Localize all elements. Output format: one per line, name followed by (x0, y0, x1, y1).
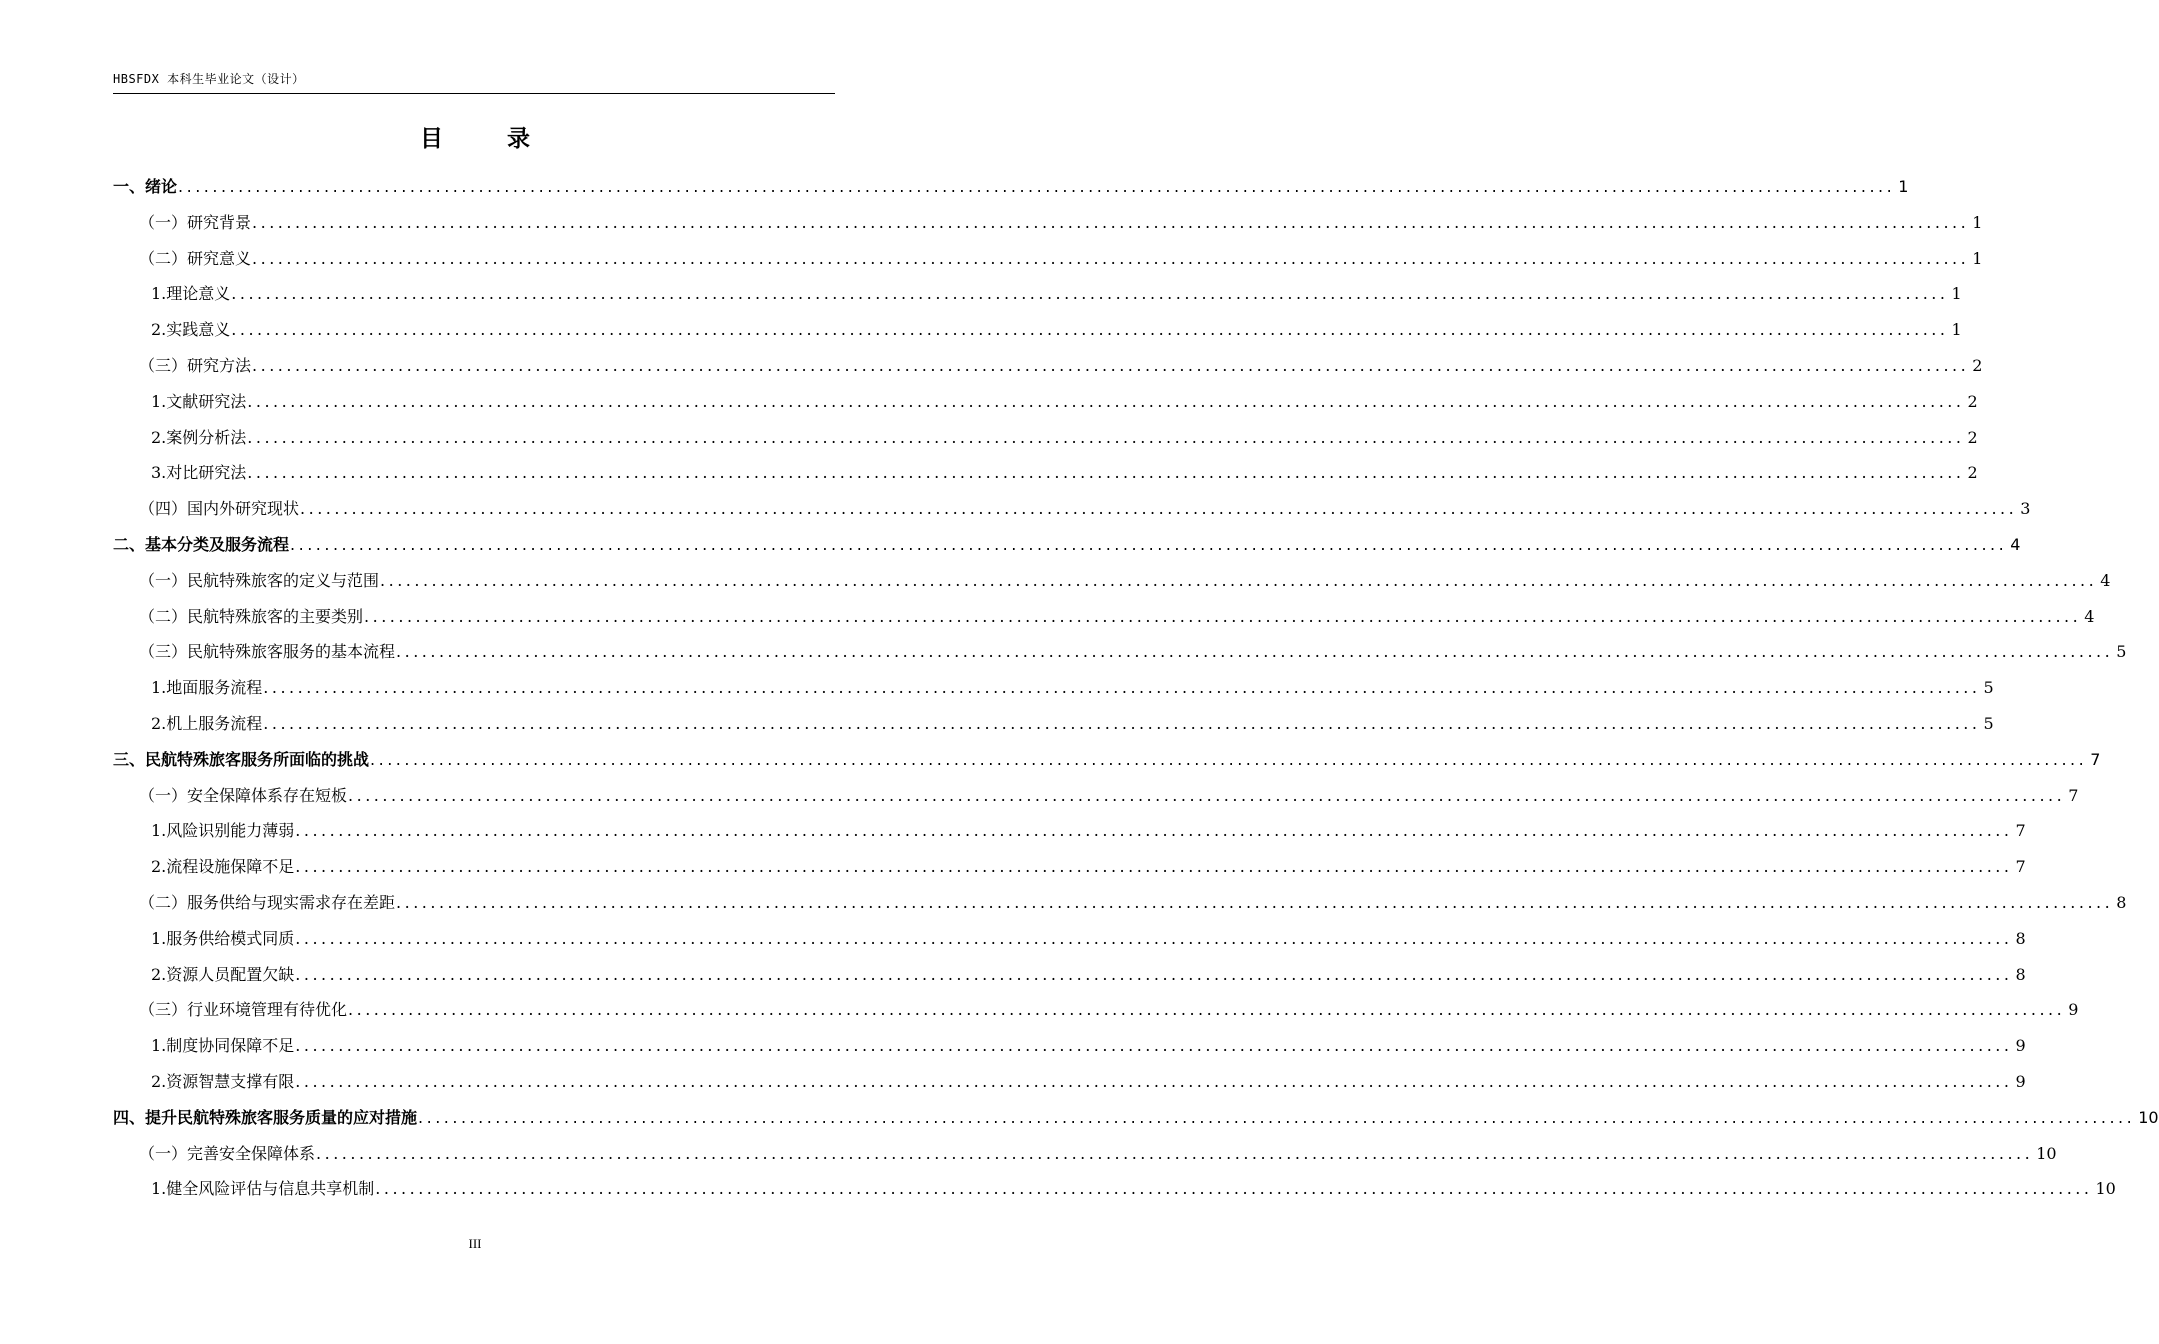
toc-entry-number: 2. (151, 320, 167, 340)
toc-entry-page: 4 (2084, 606, 2095, 626)
page-number: III (468, 1236, 482, 1251)
toc-entry-title: 健全风险评估与信息共享机制 (166, 1179, 375, 1199)
toc-entry-title: 研究背景 (187, 212, 252, 232)
toc-leader-dots: ........................................................................................................................................................................................................ (380, 570, 2098, 590)
header-rule (113, 93, 835, 94)
toc-entry[interactable] (113, 355, 1983, 391)
toc-entry-number: 1. (151, 1179, 167, 1199)
toc-entry[interactable] (113, 248, 1983, 284)
toc-entry-page: 4 (2010, 534, 2021, 554)
toc-entry-page: 8 (2015, 928, 2026, 948)
toc-entry-number: （三） (139, 355, 188, 375)
toc-entry[interactable] (113, 391, 1978, 427)
toc-entry-number: 二、 (113, 534, 146, 554)
toc-entry-number: （一） (139, 785, 188, 805)
toc-entry-page: 9 (2015, 1071, 2026, 1091)
toc-entry-title: 流程设施保障不足 (166, 857, 295, 877)
toc-entry-number: 1. (151, 284, 167, 304)
toc-entry-page: 2 (1967, 427, 1978, 447)
toc-entry-page: 8 (2015, 964, 2026, 984)
toc-entry-title: 绪论 (145, 177, 178, 196)
toc-leader-dots: ........................................................................................................................................................................................................ (231, 284, 1949, 304)
toc-entry-page: 4 (2100, 570, 2111, 590)
toc-entry-page: 1 (1972, 212, 1983, 232)
toc-entry-page: 1 (1951, 320, 1962, 340)
toc-entry[interactable] (113, 856, 2026, 892)
toc-leader-dots: ........................................................................................................................................................................................................ (370, 749, 2088, 769)
toc-entry-number: （三） (139, 642, 188, 662)
toc-leader-dots: ........................................................................................................................................................................................................ (396, 642, 2114, 662)
toc-leader-dots: ........................................................................................................................................................................................................ (300, 499, 2018, 519)
toc-entry-title: 实践意义 (166, 320, 231, 340)
toc-leader-dots: ........................................................................................................................................................................................................ (418, 1107, 2136, 1127)
toc-entry-page: 7 (2068, 785, 2079, 805)
toc-entry-page: 7 (2015, 821, 2026, 841)
toc-entry-number: 1. (151, 1036, 167, 1056)
toc-entry[interactable] (113, 1178, 2116, 1214)
toc-entry[interactable] (113, 641, 2127, 677)
toc-entry[interactable] (113, 212, 1983, 248)
toc-entry-page: 7 (2015, 857, 2026, 877)
toc-entry-number: 2. (151, 1071, 167, 1091)
toc-entry-number: （二） (139, 606, 188, 626)
toc-entry-title: 提升民航特殊旅客服务质量的应对措施 (145, 1107, 418, 1127)
toc-entry-number: （二） (139, 248, 188, 268)
toc-leader-dots: ........................................................................................................................................................................................................ (295, 1071, 2013, 1091)
toc-entry-title: 基本分类及服务流程 (145, 534, 290, 554)
toc-entry-number: 2. (151, 427, 167, 447)
toc-leader-dots: ........................................................................................................................................................................................................ (316, 1143, 2034, 1163)
toc-entry-title: 制度协同保障不足 (166, 1036, 295, 1056)
toc-entry-title: 安全保障体系存在短板 (187, 785, 348, 805)
toc-leader-dots: ........................................................................................................................................................................................................ (290, 534, 2008, 554)
toc-entry-page: 7 (2090, 749, 2101, 769)
toc-entry[interactable] (113, 749, 2101, 785)
toc-leader-dots: ........................................................................................................................................................................................................ (252, 355, 1970, 375)
toc-entry-title: 民航特殊旅客服务的基本流程 (187, 642, 396, 662)
toc-entry-title: 案例分析法 (166, 427, 247, 447)
toc-leader-dots: ........................................................................................................................................................................................................ (247, 427, 1965, 447)
page-header: HBSFDX 本科生毕业论文（设计） (113, 72, 305, 86)
table-of-contents (113, 176, 2159, 1214)
toc-entry[interactable] (113, 534, 2021, 570)
toc-entry-number: （二） (139, 892, 188, 912)
toc-entry-title: 研究方法 (187, 355, 252, 375)
toc-entry[interactable] (113, 1143, 2057, 1179)
toc-leader-dots: ........................................................................................................................................................................................................ (295, 1036, 2013, 1056)
toc-leader-dots: ........................................................................................................................................................................................................ (396, 892, 2114, 912)
toc-entry[interactable] (113, 999, 2079, 1035)
toc-entry-page: 2 (1967, 391, 1978, 411)
toc-entry-page: 10 (2036, 1143, 2057, 1163)
toc-entry-number: 1. (151, 391, 167, 411)
toc-leader-dots: ........................................................................................................................................................................................................ (231, 320, 1949, 340)
toc-leader-dots: ........................................................................................................................................................................................................ (295, 821, 2013, 841)
toc-entry[interactable] (113, 677, 1994, 713)
toc-entry-number: （一） (139, 570, 188, 590)
toc-entry-title: 完善安全保障体系 (187, 1143, 316, 1163)
toc-entry-title: 研究意义 (187, 248, 252, 268)
toc-entry[interactable] (113, 498, 2031, 534)
toc-entry-page: 10 (2138, 1107, 2159, 1127)
toc-entry[interactable] (113, 1035, 2026, 1071)
toc-entry-number: 一、 (113, 177, 146, 196)
toc-entry[interactable] (113, 283, 1962, 319)
toc-leader-dots: ........................................................................................................................................................................................................ (295, 928, 2013, 948)
toc-entry[interactable] (113, 964, 2026, 1000)
toc-entry-title: 国内外研究现状 (187, 499, 300, 519)
toc-leader-dots: ........................................................................................................................................................................................................ (364, 606, 2082, 626)
toc-leader-dots: ........................................................................................................................................................................................................ (247, 463, 1965, 483)
toc-leader-dots: ........................................................................................................................................................................................................ (263, 713, 1981, 733)
toc-entry-title: 地面服务流程 (166, 678, 263, 698)
toc-leader-dots: ........................................................................................................................................................................................................ (295, 857, 2013, 877)
toc-entry-number: （一） (139, 1143, 188, 1163)
page-title: 目 录 (419, 126, 558, 152)
toc-leader-dots: ........................................................................................................................................................................................................ (348, 785, 2066, 805)
toc-entry[interactable] (113, 892, 2127, 928)
toc-leader-dots: ........................................................................................................................................................................................................ (263, 678, 1981, 698)
toc-entry-title: 服务供给模式同质 (166, 928, 295, 948)
toc-entry-number: 三、 (113, 749, 146, 769)
toc-entry-number: 3. (151, 463, 167, 483)
toc-leader-dots: ........................................................................................................................................................................................................ (247, 391, 1965, 411)
toc-entry-number: （一） (139, 212, 188, 232)
toc-entry-page: 9 (2068, 1000, 2079, 1020)
toc-entry-number: 2. (151, 857, 167, 877)
toc-entry-title: 行业环境管理有待优化 (187, 1000, 348, 1020)
toc-entry-title: 风险识别能力薄弱 (166, 821, 295, 841)
toc-entry-page: 2 (1972, 355, 1983, 375)
toc-entry[interactable] (113, 1071, 2026, 1107)
toc-entry[interactable] (113, 1107, 2159, 1143)
toc-entry-title: 机上服务流程 (166, 713, 263, 733)
toc-entry[interactable] (113, 606, 2095, 642)
toc-entry-number: 1. (151, 928, 167, 948)
toc-entry-number: （四） (139, 499, 188, 519)
toc-entry-number: 2. (151, 964, 167, 984)
toc-leader-dots: ........................................................................................................................................................................................................ (375, 1179, 2093, 1199)
toc-entry[interactable] (113, 462, 1978, 498)
toc-entry-number: 1. (151, 821, 167, 841)
toc-entry-number: 四、 (113, 1107, 146, 1127)
toc-entry[interactable] (113, 176, 1909, 212)
toc-entry[interactable] (113, 427, 1978, 463)
toc-entry-page: 1 (1898, 177, 1909, 196)
toc-entry-page: 5 (1983, 713, 1994, 733)
toc-entry-title: 民航特殊旅客服务所面临的挑战 (145, 749, 370, 769)
toc-entry-title: 文献研究法 (166, 391, 247, 411)
toc-entry[interactable] (113, 820, 2026, 856)
toc-entry-title: 民航特殊旅客的主要类别 (187, 606, 364, 626)
toc-entry-page: 5 (1983, 678, 1994, 698)
toc-entry-page: 3 (2020, 499, 2031, 519)
toc-entry-title: 服务供给与现实需求存在差距 (187, 892, 396, 912)
toc-entry[interactable] (113, 785, 2079, 821)
toc-entry-number: 2. (151, 713, 167, 733)
toc-entry-title: 民航特殊旅客的定义与范围 (187, 570, 380, 590)
toc-entry-page: 5 (2116, 642, 2127, 662)
toc-entry-title: 理论意义 (166, 284, 231, 304)
toc-leader-dots: ........................................................................................................................................................................................................ (178, 177, 1896, 196)
toc-entry[interactable] (113, 713, 1994, 749)
toc-entry-page: 10 (2095, 1179, 2116, 1199)
toc-entry[interactable] (113, 319, 1962, 355)
toc-entry[interactable] (113, 570, 2111, 606)
toc-entry-page: 1 (1972, 248, 1983, 268)
toc-leader-dots: ........................................................................................................................................................................................................ (252, 212, 1970, 232)
toc-entry-page: 8 (2116, 892, 2127, 912)
toc-entry-title: 资源人员配置欠缺 (166, 964, 295, 984)
toc-entry-page: 2 (1967, 463, 1978, 483)
toc-leader-dots: ........................................................................................................................................................................................................ (348, 1000, 2066, 1020)
toc-entry-title: 对比研究法 (166, 463, 247, 483)
toc-entry-number: （三） (139, 1000, 188, 1020)
toc-entry-title: 资源智慧支撑有限 (166, 1071, 295, 1091)
toc-entry-page: 1 (1951, 284, 1962, 304)
toc-leader-dots: ........................................................................................................................................................................................................ (295, 964, 2013, 984)
toc-entry-number: 1. (151, 678, 167, 698)
toc-entry-page: 9 (2015, 1036, 2026, 1056)
toc-leader-dots: ........................................................................................................................................................................................................ (252, 248, 1970, 268)
toc-entry[interactable] (113, 928, 2026, 964)
